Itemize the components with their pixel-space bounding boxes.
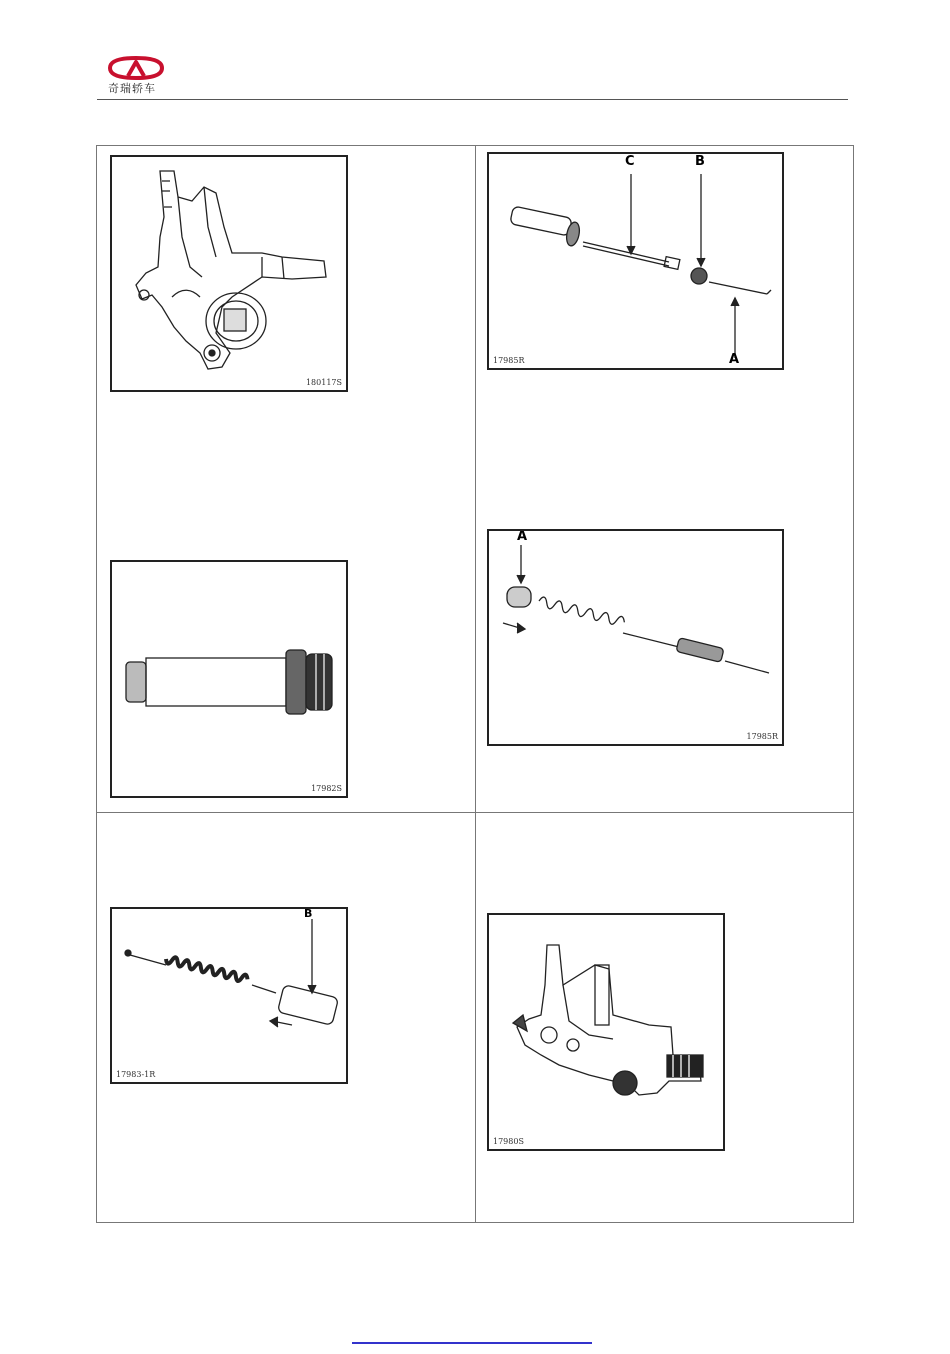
figure-code: 17983-1R: [116, 1070, 156, 1079]
callout-label: A: [517, 529, 528, 544]
callout-label: B: [304, 907, 313, 920]
figure-code: 17985R: [746, 732, 778, 741]
figure-code: 17980S: [493, 1137, 524, 1146]
figure-code: 180117S: [305, 378, 342, 387]
table-row-divider: [97, 812, 853, 813]
housing-assembly-drawing: [489, 915, 723, 1149]
figure-spring-removal: [110, 907, 348, 1084]
figure-housing-assembly: [487, 913, 725, 1151]
figure-table: [96, 145, 854, 1223]
figure-spring-sleeve: [487, 529, 784, 746]
spring-removal-drawing: [112, 909, 346, 1082]
figure-rod-assembly: [487, 152, 784, 370]
footer-link[interactable]: [352, 1342, 592, 1344]
header-divider: [97, 99, 848, 100]
spring-sleeve-drawing: [489, 531, 782, 744]
steering-housing-drawing: [112, 157, 346, 390]
figure-code: 17982S: [311, 784, 342, 793]
callout-label: A: [729, 352, 740, 367]
tube-seal-drawing: [112, 562, 346, 796]
brand-text: 奇瑞轿车: [108, 82, 156, 95]
table-column-divider: [475, 146, 476, 1222]
figure-code: 17985R: [493, 356, 525, 365]
callout-label: B: [695, 154, 705, 169]
page-header: [0, 0, 950, 110]
rod-assembly-drawing: [489, 154, 782, 368]
callout-label: C: [625, 154, 635, 169]
figure-tube-seal: [110, 560, 348, 798]
figure-steering-housing: [110, 155, 348, 392]
